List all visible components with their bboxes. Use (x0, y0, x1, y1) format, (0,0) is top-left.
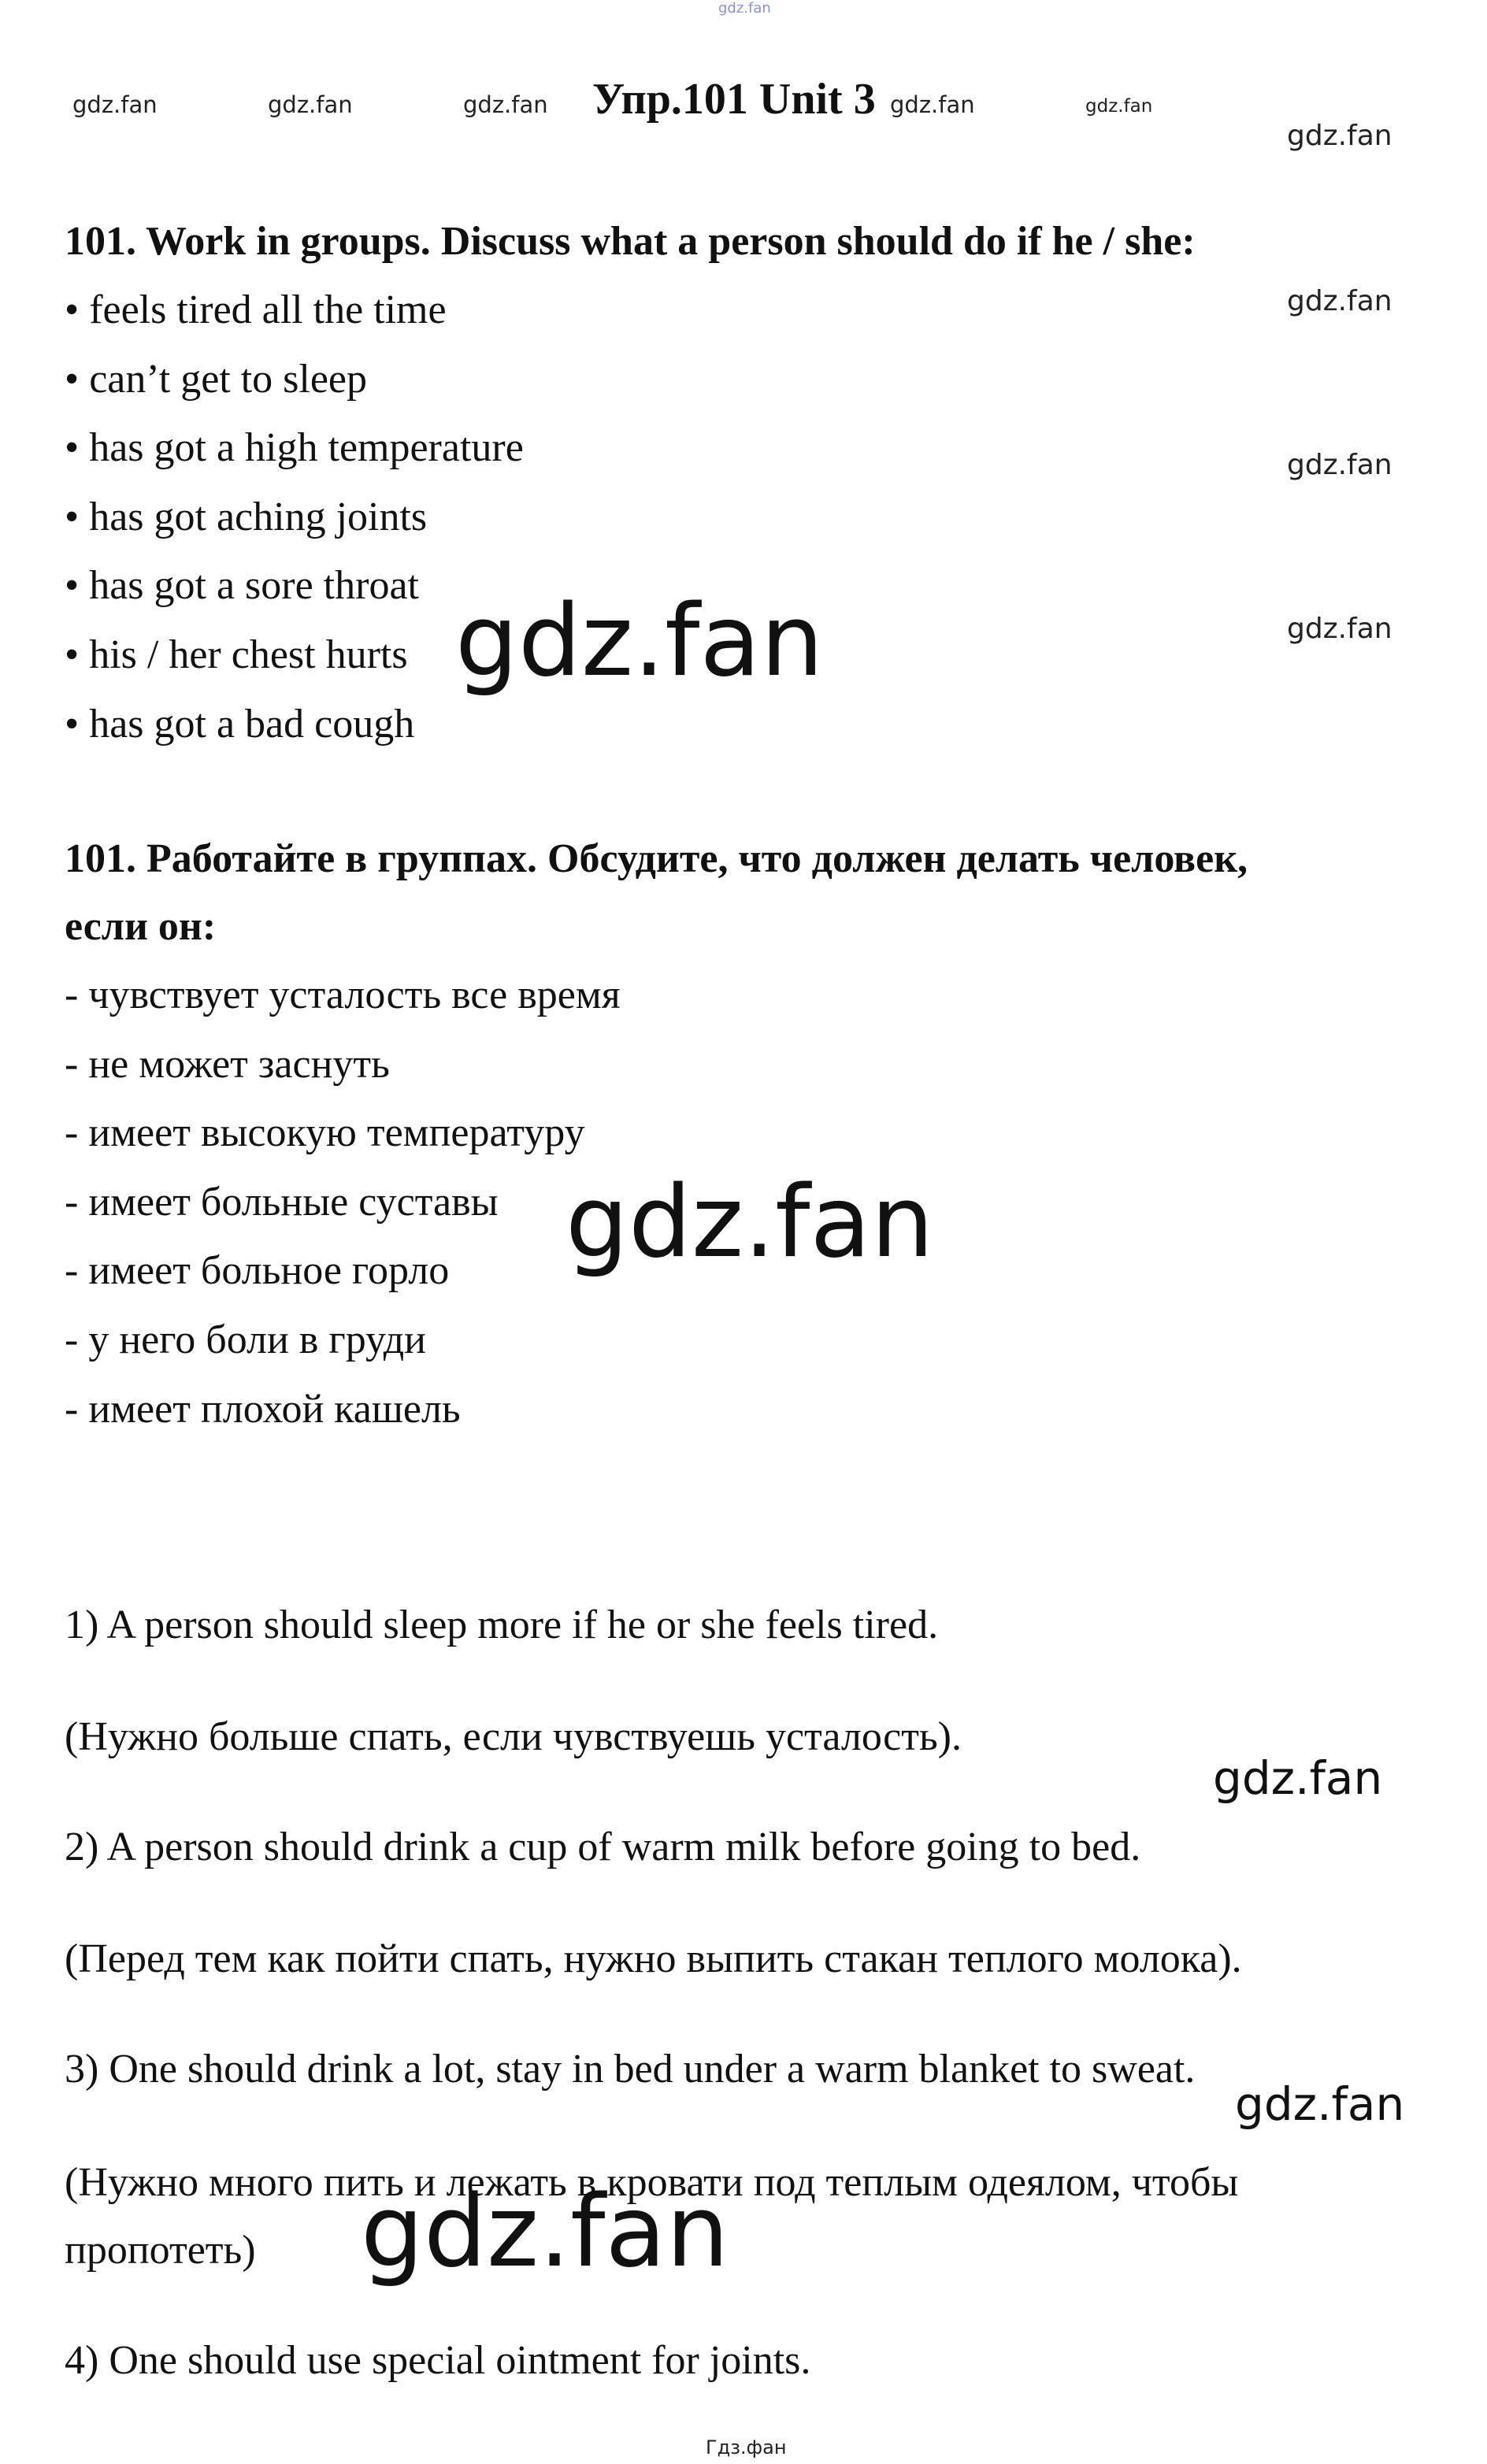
task-english-item: • has got a high temperature (65, 425, 524, 471)
task-russian-heading-line1: 101. Работайте в группах. Обсудите, что должен делать человек, (65, 836, 1248, 881)
watermark-header-4: gdz.fan (890, 91, 975, 118)
watermark-header-3: gdz.fan (463, 91, 548, 118)
page-title: Упр.101 Unit 3 (592, 75, 876, 124)
watermark-side-1: gdz.fan (1287, 285, 1392, 317)
task-russian (65, 825, 1248, 1443)
watermark-side-3: gdz.fan (1287, 613, 1392, 645)
watermark-header-2: gdz.fan (268, 91, 353, 118)
task-english-item: • has got a bad cough (65, 701, 415, 747)
task-russian-item: - имеет высокую температуру (65, 1110, 585, 1156)
watermark-bottom: Гдз.фан (706, 2436, 787, 2458)
task-english-item: • has got aching joints (65, 494, 428, 539)
task-english-heading: 101. Work in groups. Discuss what a person should do if he / she: (65, 219, 1196, 264)
task-russian-item: - у него боли в груди (65, 1317, 427, 1362)
answer-3-ru-line2: пропотеть) (65, 2228, 256, 2273)
answer-1-en: 1) A person should sleep more if he or she feels tired. (65, 1603, 939, 1647)
task-russian-item: - имеет больное горло (65, 1248, 450, 1294)
task-english-item: • feels tired all the time (65, 287, 447, 332)
task-russian-item: - не может заснуть (65, 1041, 390, 1087)
answer-1-ru: (Нужно больше спать, если чувствуешь усталость). (65, 1714, 962, 1759)
watermark-side-2: gdz.fan (1287, 449, 1392, 481)
answer-2-ru: (Перед тем как пойти спать, нужно выпить стакан теплого молока). (65, 1936, 1242, 1981)
watermark-mid-1: gdz.fan (1213, 1751, 1383, 1805)
task-russian-item: - имеет больные суставы (65, 1179, 499, 1225)
task-russian-item: - имеет плохой кашель (65, 1386, 461, 1432)
watermark-header-1: gdz.fan (72, 91, 158, 118)
watermark-mid-2: gdz.fan (1235, 2077, 1405, 2131)
watermark-header-right: gdz.fan (1287, 120, 1392, 152)
watermark-big-2: gdz.fan (566, 1164, 934, 1280)
watermark-top: gdz.fan (718, 0, 771, 17)
watermark-header-5: gdz.fan (1085, 96, 1153, 117)
task-english-item: • can’t get to sleep (65, 356, 368, 402)
answer-3-ru-line1: (Нужно много пить и лежать в кровати под теплым одеялом, чтобы (65, 2160, 1239, 2205)
task-english-item: • has got a sore throat (65, 563, 419, 609)
answer-4-en: 4) One should use special ointment for joints. (65, 2338, 811, 2383)
answer-3-en: 3) One should drink a lot, stay in bed under a warm blanket to sweat. (65, 2047, 1196, 2092)
task-russian-heading-line2: если он: (65, 904, 217, 949)
watermark-big-3: gdz.fan (361, 2173, 729, 2289)
task-english-item: • his / her chest hurts (65, 632, 408, 677)
watermark-big-1: gdz.fan (455, 583, 824, 698)
answer-2-en: 2) A person should drink a cup of warm milk before going to bed. (65, 1825, 1141, 1869)
task-russian-item: - чувствует усталость все время (65, 973, 621, 1017)
